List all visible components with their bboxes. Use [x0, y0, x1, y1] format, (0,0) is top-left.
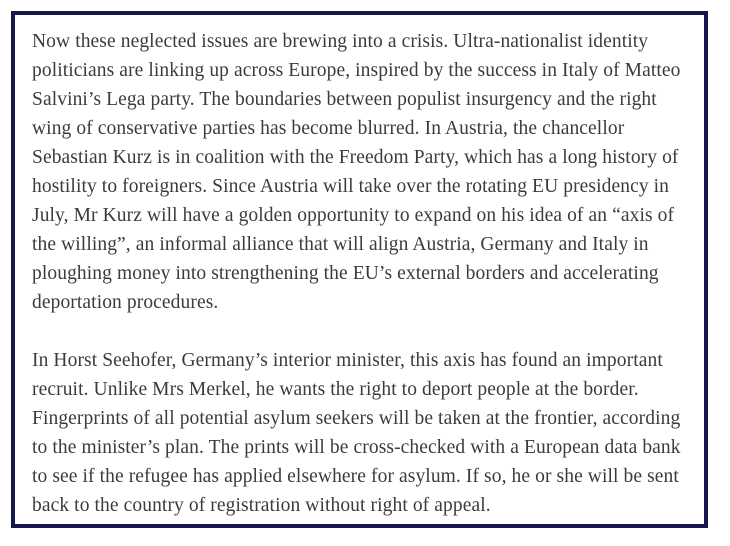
- article-paragraph-2: In Horst Seehofer, Germany’s interior minister, this axis has found an important recruit. Unlike Mrs Merkel, he wants the right to deport people at the border. Fingerprints of all potential asylum seekers will be taken at the frontier, according to the minister’s plan. The prints will be cross-checked with a European data bank to see if the refugee has applied elsewhere for asylum. If so, he or she will be sent back to the country of registration without right of appeal.: [32, 350, 681, 516]
- article-excerpt-frame: [11, 11, 708, 528]
- article-paragraph-1: Now these neglected issues are brewing into a crisis. Ultra-nationalist identity politicians are linking up across Europe, inspired by the success in Italy of Matteo Salvini’s Lega party. The boundaries between populist insurgency and the right wing of conservative parties has become blurred. In Austria, the chancellor Sebastian Kurz is in coalition with the Freedom Party, which has a long history of hostility to foreigners. Since Austria will take over the rotating EU presidency in July, Mr Kurz will have a golden opportunity to expand on his idea of an “axis of the willing”, an informal alliance that will align Austria, Germany and Italy in ploughing money into strengthening the EU’s external borders and accelerating deportation procedures.: [32, 31, 681, 313]
